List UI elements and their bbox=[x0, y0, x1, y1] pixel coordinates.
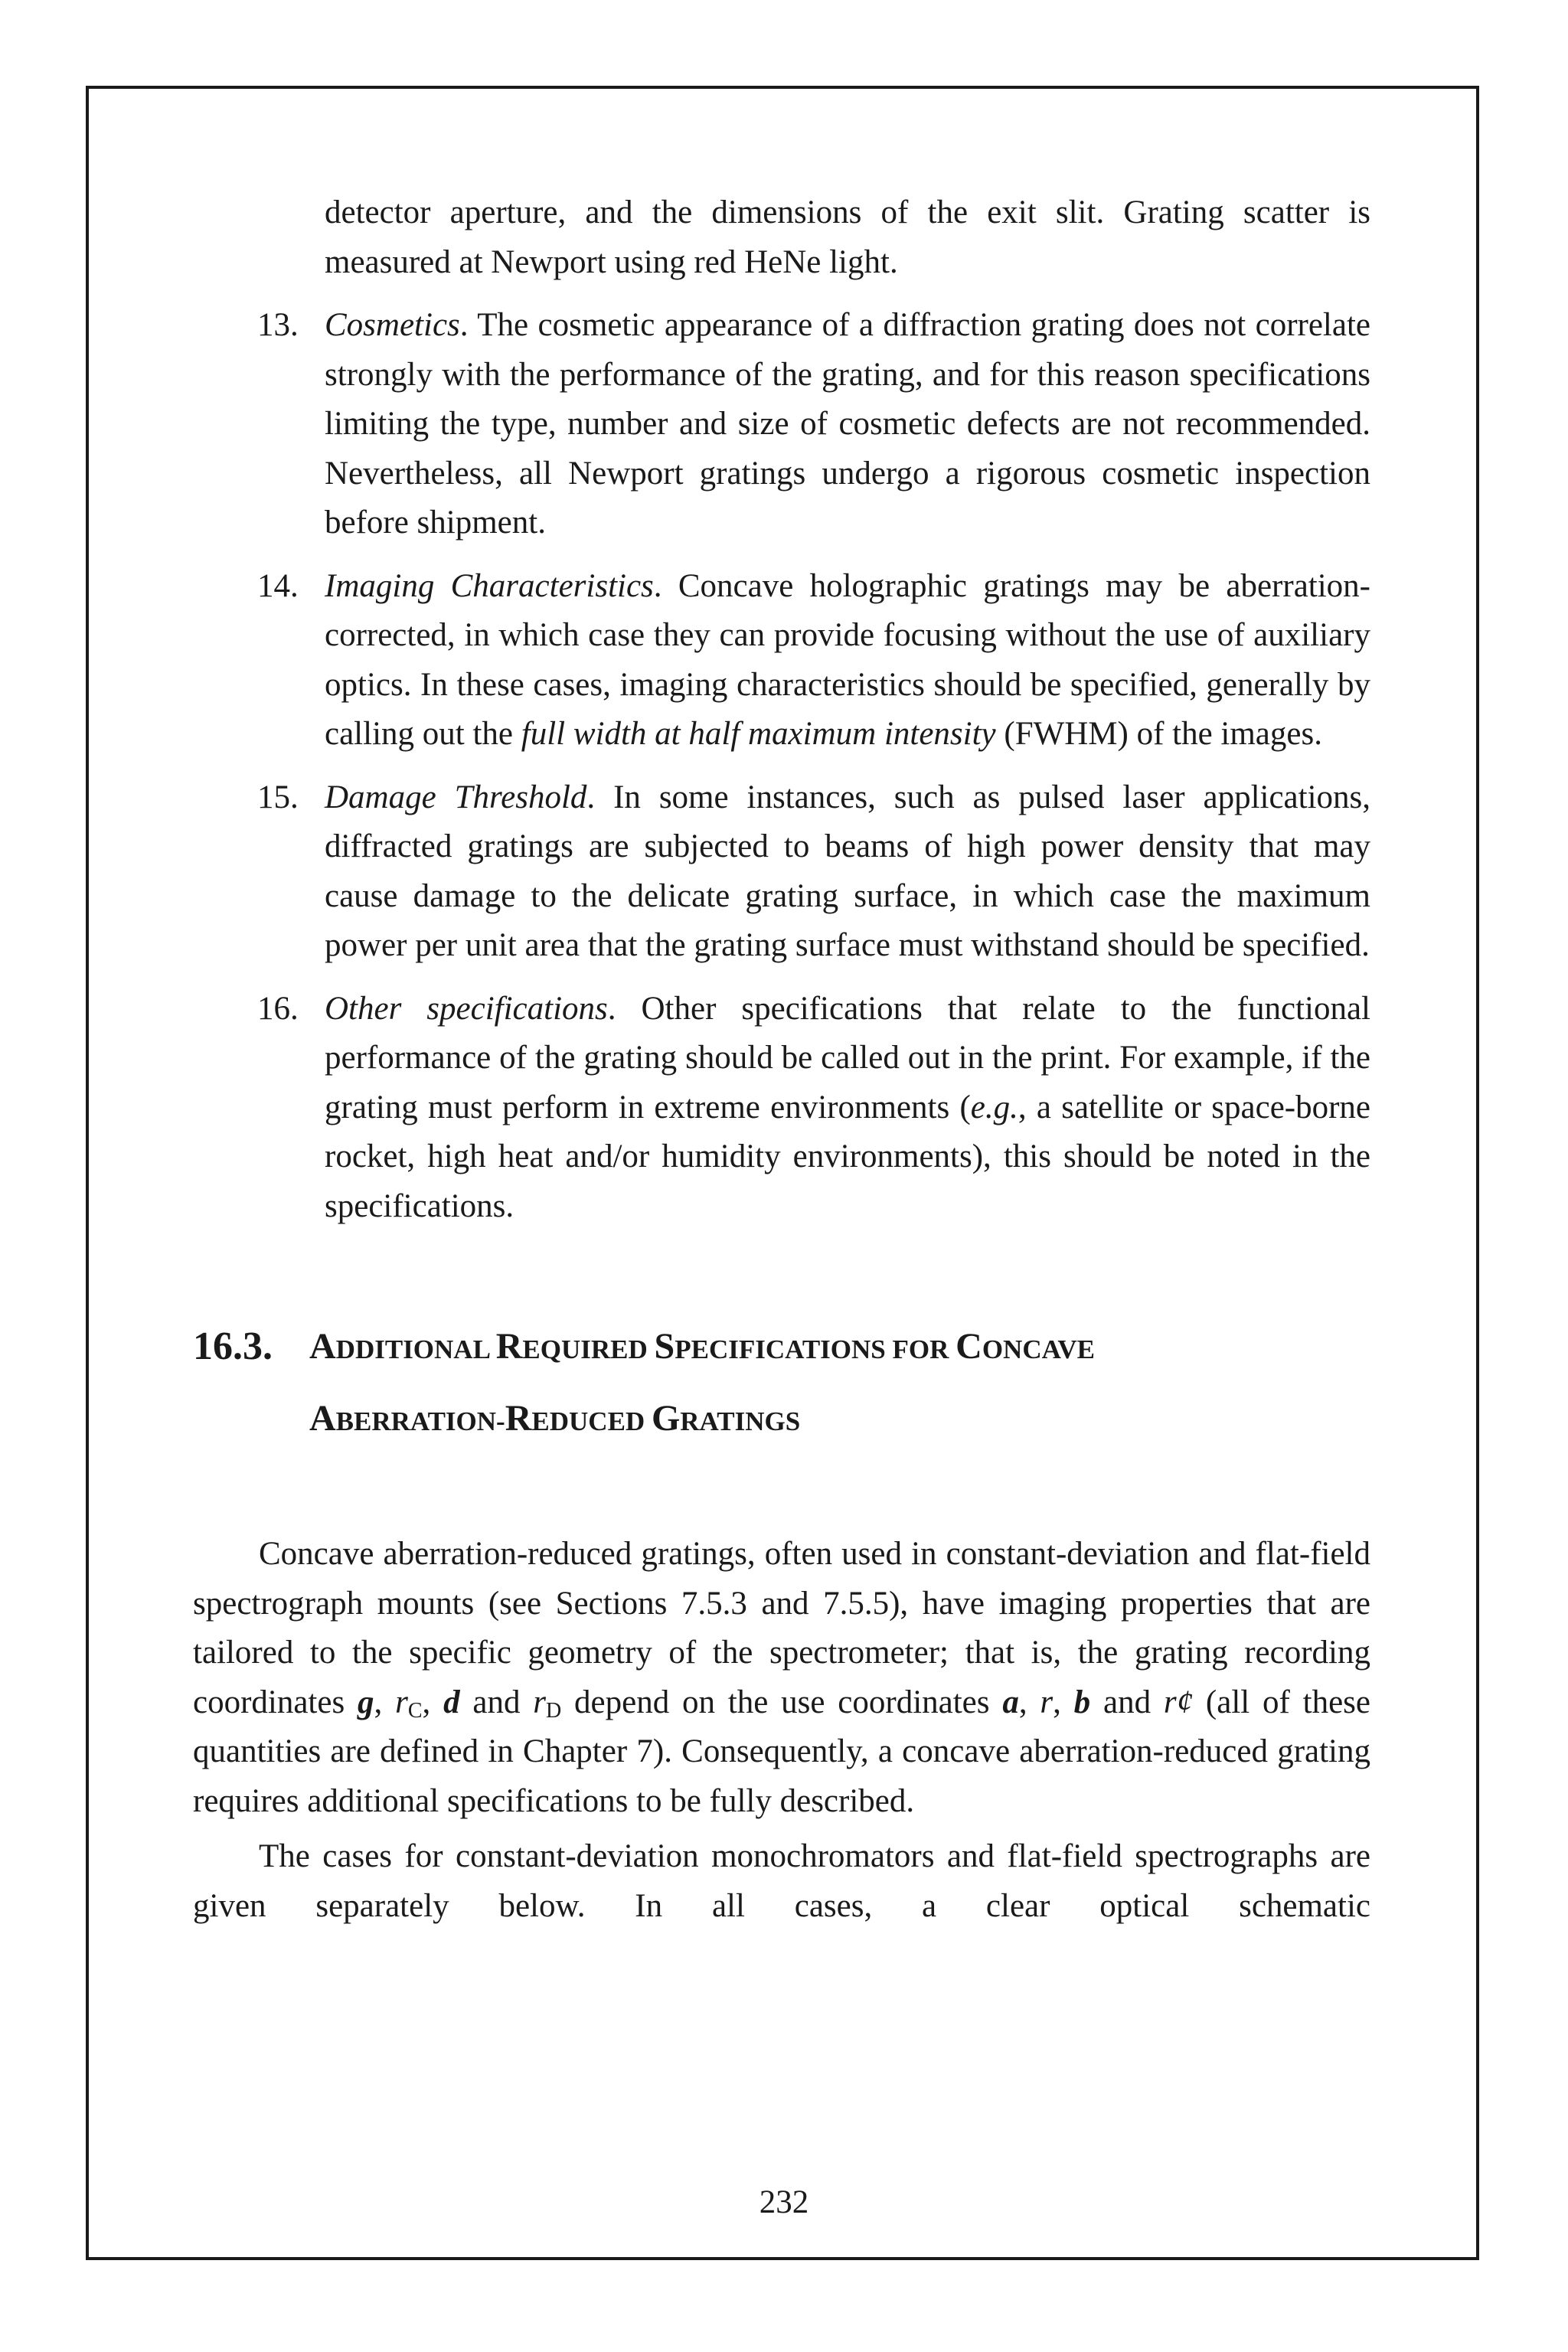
symbol-delta: d bbox=[443, 1684, 460, 1720]
symbol-beta: b bbox=[1073, 1684, 1091, 1720]
specification-list bbox=[193, 301, 1370, 1231]
section-number: 16.3. bbox=[193, 1325, 273, 1368]
body-paragraph-2: The cases for constant-deviation monochromators and flat-field spectrographs are given separately below. In all cases, a clear optical schematic bbox=[193, 1838, 1370, 1924]
section-title-line-1: ADDITIONAL REQUIRED SPECIFICATIONS FOR CONCAVE bbox=[309, 1326, 1095, 1367]
item-title: Imaging Characteristics bbox=[325, 567, 654, 604]
symbol-gamma: g bbox=[358, 1684, 374, 1720]
list-item-14: 14. Imaging Characteristics. Concave holographic gratings may be aberration-corrected, in which case they can provide focusing without the use of auxiliary optics. In these cases, imaging characteristics should be specified, generally by calling out the full width at half maximum intensity (FWHM) of the images. bbox=[193, 562, 1370, 760]
list-item-15: 15. Damage Threshold. In some instances, such as pulsed laser applications, diffracted gratings are subjected to beams of high power density that may cause damage to the delicate grating surface, in which case the maximum power per unit area that the grating surface must withstand should be specified. bbox=[193, 773, 1370, 971]
item-text: In some instances, such as pulsed laser applications, diffracted gratings are subjected to beams of high power density that may cause damage to the delicate grating surface, in which case the maximum power per unit area that the grating surface must withstand should be specified. bbox=[325, 779, 1371, 963]
item-number: 16. bbox=[257, 990, 299, 1027]
page-number: 232 bbox=[759, 2184, 809, 2220]
continued-paragraph: detector aperture, and the dimensions of the exit slit. Grating scatter is measured at Newport using red HeNe light. bbox=[325, 194, 1370, 280]
item-number: 15. bbox=[257, 779, 299, 815]
item-text: Concave holographic gratings may be aberration-corrected, in which case they can provide focusing without the use of auxiliary optics. In these cases, imaging characteristics should be specified, generally by calling out the bbox=[325, 567, 1370, 752]
item-text: The cosmetic appearance of a diffraction grating does not correlate strongly with the performance of the grating, and for this reason specifications limiting the type, number and size of cosmetic defects are not recommended. Nevertheless, all Newport gratings undergo a rigorous cosmetic inspection before shipment. bbox=[325, 307, 1370, 541]
body-paragraph-1: Concave aberration-reduced gratings, often used in constant-deviation and flat-field spectrograph mounts (see Sections 7.5.3 and 7.5.5), have imaging properties that are tailored to the specific geometry of the spectrometer; that is, the grating recording coordinates g, $r_C$, d and $r_D$ depend on the use coordinates a, r, b and r¢ (all of these quantities are defined in Chapter 7). Consequently, a concave aberration-reduced grating requires additional specifications to be fully described. bbox=[193, 1536, 1371, 1819]
item-text-italic: full width at half maximum intensity bbox=[521, 716, 996, 752]
item-number: 13. bbox=[257, 307, 299, 343]
item-title: Other specifications bbox=[325, 990, 608, 1027]
symbol-alpha: a bbox=[1002, 1684, 1019, 1720]
list-item-13: 13. Cosmetics. The cosmetic appearance of a diffraction grating does not correlate strongly with the performance of the grating, and for this reason specifications limiting the type, number and size of cosmetic defects are not recommended. Nevertheless, all Newport gratings undergo a rigorous cosmetic inspection before shipment. bbox=[193, 301, 1370, 548]
page-content bbox=[193, 188, 1370, 1937]
symbol-r-prime: r¢ bbox=[1163, 1684, 1194, 1720]
list-item-16: 16. Other specifications. Other specifications that relate to the functional performance of the grating should be called out in the print. For example, if the grating must perform in extreme environments (e.g., a satellite or space-borne rocket, high heat and/or humidity environments), this should be noted in the specifications. bbox=[193, 985, 1370, 1232]
item-text-italic: e.g. bbox=[970, 1089, 1018, 1125]
item-title: Cosmetics bbox=[325, 307, 460, 343]
section-body bbox=[193, 1530, 1370, 1931]
section-title-line-2: ABERRATION-REDUCED GRATINGS bbox=[309, 1398, 801, 1439]
item-title: Damage Threshold bbox=[325, 779, 587, 815]
item-text: Other specifications that relate to the functional performance of the grating should be called out in the print. For example, if the grating must perform in extreme environments ( bbox=[325, 990, 1370, 1125]
section-heading bbox=[193, 1312, 1370, 1456]
item-number: 14. bbox=[257, 567, 299, 604]
